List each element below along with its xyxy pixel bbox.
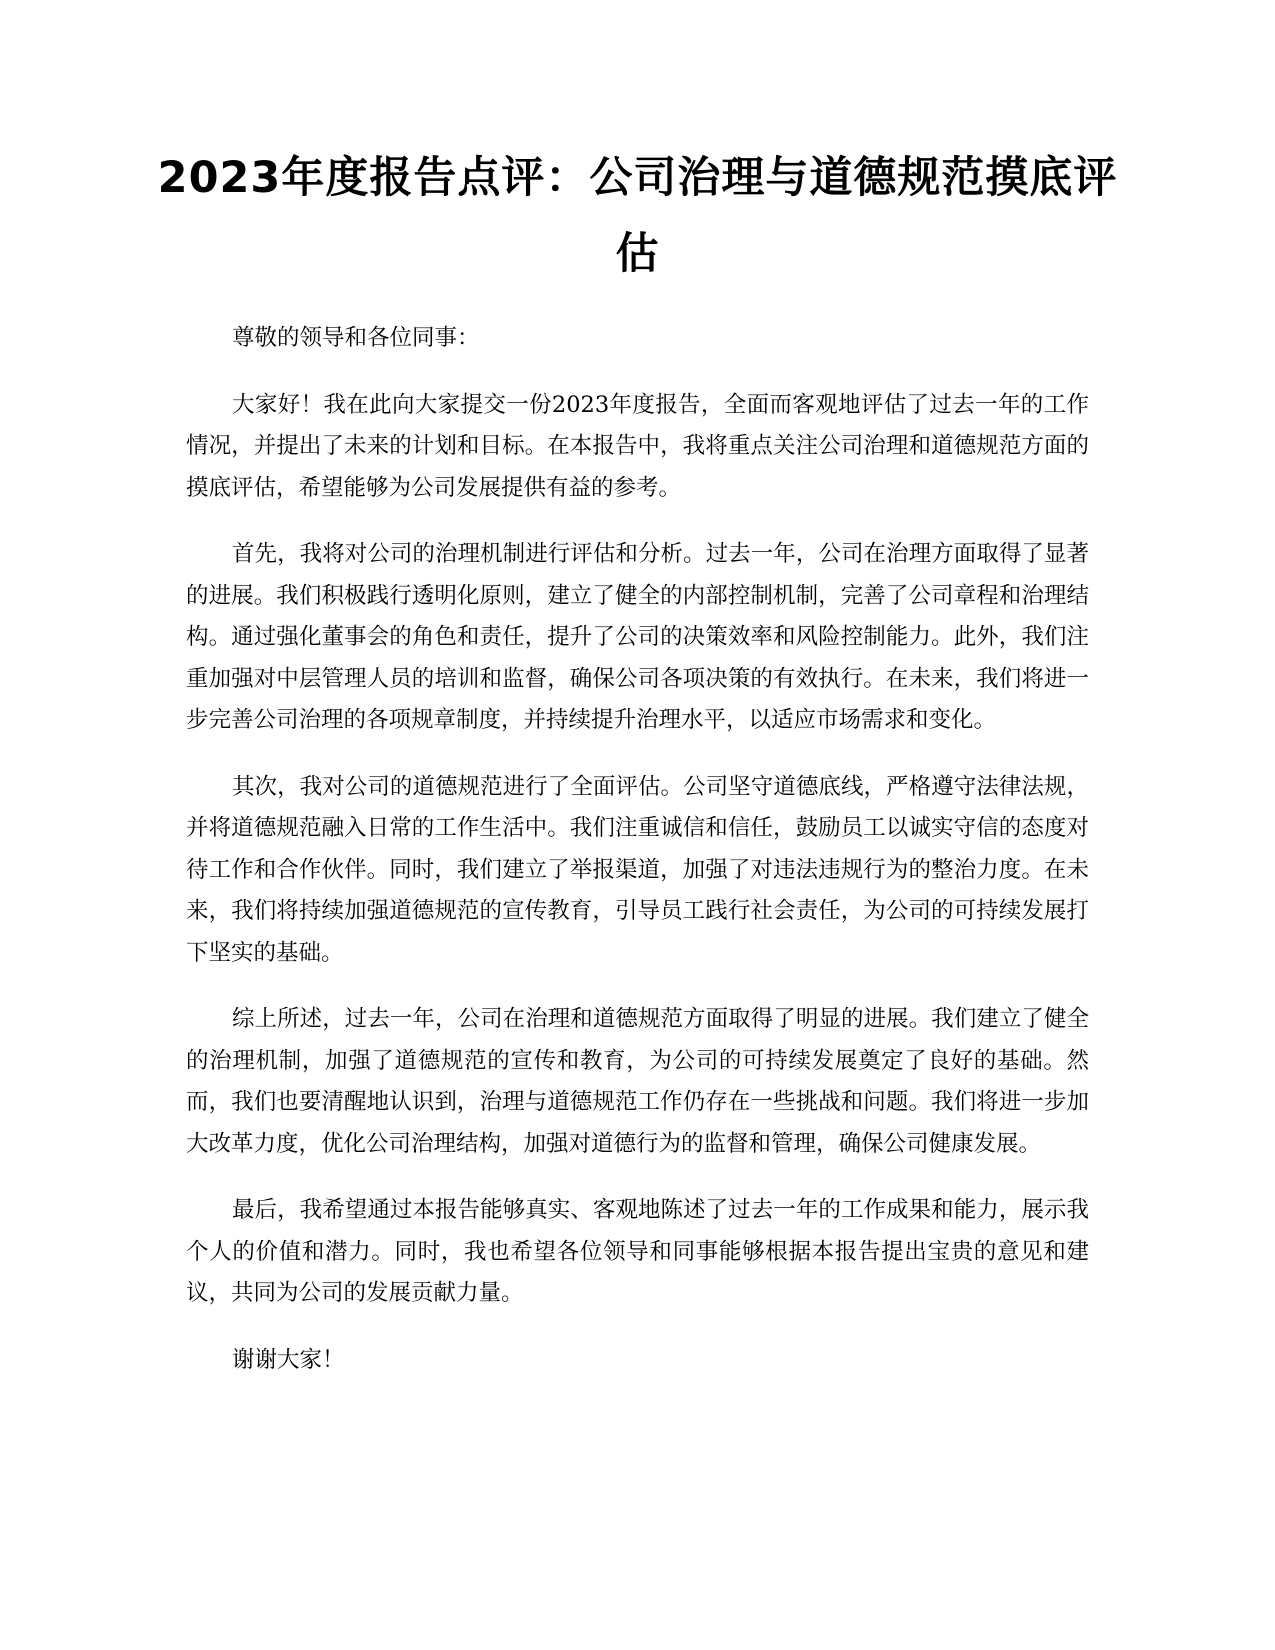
paragraph-ethics: 其次，我对公司的道德规范进行了全面评估。公司坚守道德底线，严格遵守法律法规，并将道德规范融入日常的工作生活中。我们注重诚信和信任，鼓励员工以诚实守信的态度对待工作和合作伙伴。同时，我们建立了举报渠道，加强了对违法违规行为的整治力度。在未来，我们将持续加强道德规范的宣传教育，引导员工践行社会责任，为公司的可持续发展打下坚实的基础。: [186, 773, 1089, 966]
salutation: 尊敬的领导和各位同事：: [232, 325, 480, 351]
paragraph-governance: 首先，我将对公司的治理机制进行评估和分析。过去一年，公司在治理方面取得了显著的进展。我们积极践行透明化原则，建立了健全的内部控制机制，完善了公司章程和治理结构。通过强化董事会的角色和责任，提升了公司的决策效率和风险控制能力。此外，我们注重加强对中层管理人员的培训和监督，确保公司各项决策的有效执行。在未来，我们将进一步完善公司治理的各项规章制度，并持续提升治理水平，以适应市场需求和变化。: [186, 541, 1089, 733]
document-body: [186, 318, 1089, 1406]
paragraph-intro: 大家好！我在此向大家提交一份2023年度报告，全面而客观地评估了过去一年的工作情况，并提出了未来的计划和目标。在本报告中，我将重点关注公司治理和道德规范方面的摸底评估，希望能够为公司发展提供有益的参考。: [186, 391, 1089, 501]
closing: 谢谢大家！: [232, 1346, 345, 1373]
paragraph-conclusion: 最后，我希望通过本报告能够真实、客观地陈述了过去一年的工作成果和能力，展示我个人的价值和潜力。同时，我也希望各位领导和同事能够根据本报告提出宝贵的意见和建议，共同为公司的发展贡献力量。: [186, 1197, 1089, 1306]
paragraph-summary: 综上所述，过去一年，公司在治理和道德规范方面取得了明显的进展。我们建立了健全的治理机制，加强了道德规范的宣传和教育，为公司的可持续发展奠定了良好的基础。然而，我们也要清醒地认识到，治理与道德规范工作仍存在一些挑战和问题。我们将进一步加大改革力度，优化公司治理结构，加强对道德行为的监督和管理，确保公司健康发展。: [186, 1006, 1089, 1157]
document-title: 2023年度报告点评：公司治理与道德规范摸底评估: [157, 153, 1118, 279]
